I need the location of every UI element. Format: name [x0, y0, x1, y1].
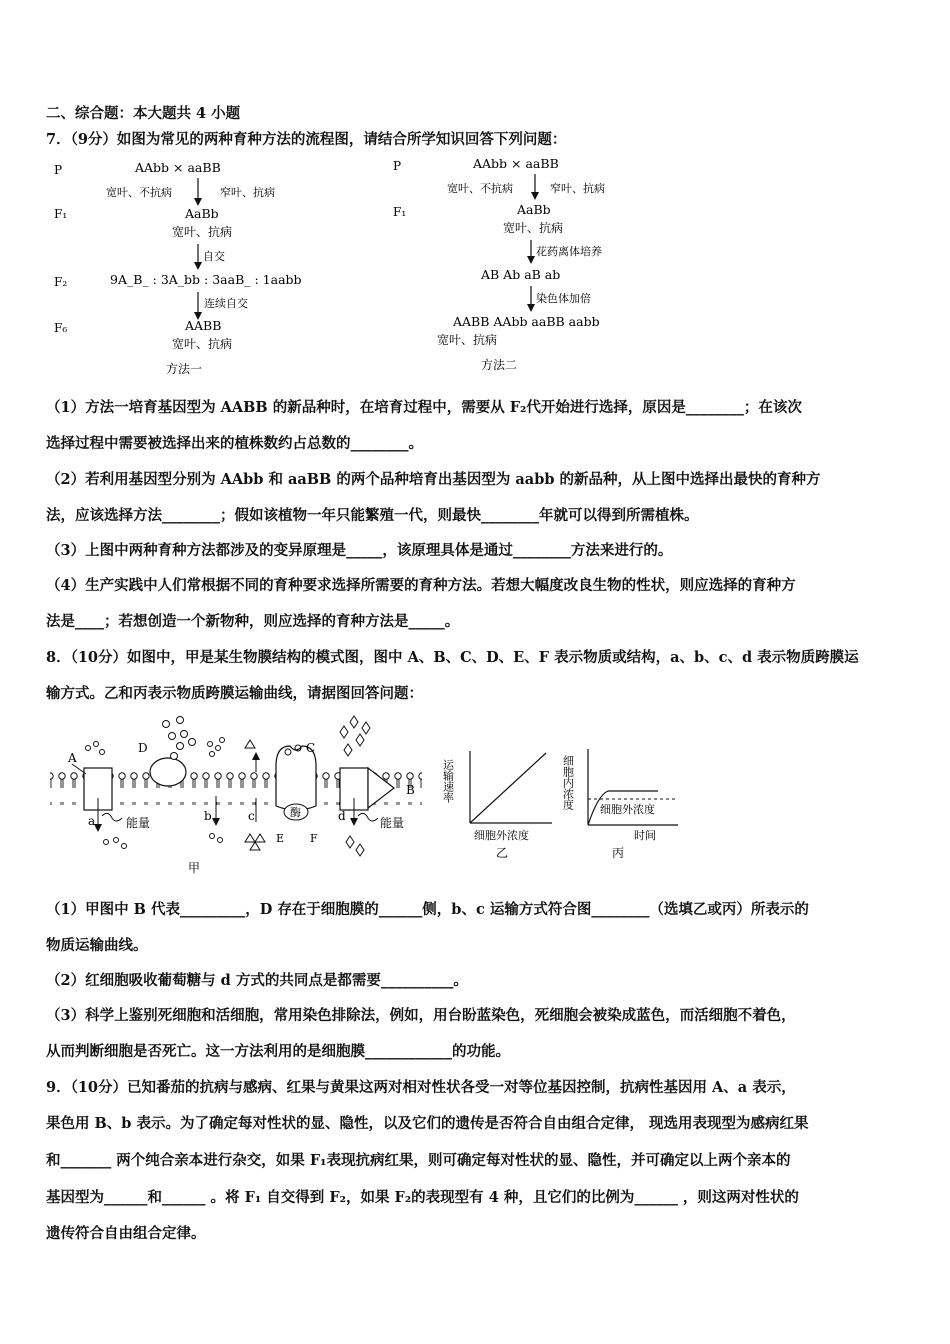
m1-f6-geno: AABB [185, 318, 222, 333]
m2-trait-left: 宽叶、不抗病 [447, 182, 513, 195]
energy-2: 能量 [380, 816, 405, 830]
graph-bing [561, 745, 686, 860]
label-C: C [306, 741, 316, 755]
q9-l4: 基因型为______和______ 。将 F₁ 自交得到 F₂，如果 F₂的表现型有 4 种，且它们的比例为______ ，则这两对性状的 [46, 1189, 799, 1206]
q9-l1: 9．（10分）已知番茄的抗病与感病、红果与黄果这两对相对性状各受一对等位基因控制，抗病性基因用 A、a 表示， [46, 1079, 796, 1096]
q8-stem-a: 8．（10分）如图中，甲是某生物膜结构的模式图，图中 A、B、C、D、E、F 表示物质或结构，a、b、c、d 表示物质跨膜运 [46, 649, 859, 666]
q8-s2: （2）红细胞吸收葡萄糖与 d 方式的共同点是都需要__________。 [46, 972, 468, 989]
m2-gametes: AB Ab aB ab [481, 267, 561, 282]
q9-l3: 和_______ 两个纯合亲本进行杂交，如果 F₁表现抗病红果，则可确定每对性状的显、隐性，并可确定以上两个亲本的 [46, 1152, 791, 1169]
label-b: b [204, 809, 212, 823]
yi-linear-curve [470, 753, 546, 823]
yi-xlabel: 细胞外浓度 [474, 829, 529, 842]
q8-s3b: 从而判断细胞是否死亡。这一方法利用的是细胞膜____________的功能。 [46, 1043, 510, 1060]
q9-l2: 果色用 B、b 表示。为了确定每对性状的显、隐性，以及它们的遗传是否符合自由组合定律， 现选用表现型为感病红果 [46, 1115, 809, 1132]
m1-parents: AAbb × aaBB [135, 160, 221, 175]
q7-s2b: 法，应该选择方法________；假如该植物一年只能繁殖一代，则最快________年就可以得到所需植株。 [46, 507, 699, 524]
m1-P: P [54, 163, 63, 177]
energy-1: 能量 [126, 816, 151, 830]
membrane-diagram-jia [44, 712, 434, 878]
label-c: c [248, 809, 255, 823]
m1-f6-trait: 宽叶、抗病 [172, 337, 233, 351]
q8-s1a: （1）甲图中 B 代表_________，D 存在于细胞膜的______侧，b、c 运输方式符合图________（选填乙或丙）所表示的 [46, 901, 809, 918]
m1-step1: 自交 [203, 250, 225, 263]
label-F: F [310, 832, 318, 845]
q7-s4a: （4）生产实践中人们常根据不同的育种要求选择所需要的育种方法。若想大幅度改良生物的性状，则应选择的育种方 [46, 577, 796, 594]
caption-bing: 丙 [612, 846, 625, 860]
bing-xlabel: 时间 [634, 829, 656, 842]
section-title: 二、综合题：本大题共 4 小题 [46, 105, 241, 122]
m1-F2: F₂ [54, 275, 68, 289]
protein-C [276, 746, 316, 810]
q8-s3a: （3）科学上鉴别死细胞和活细胞，常用染色排除法，例如，用台盼蓝染色，死细胞会被染成蓝色，而活细胞不着色， [46, 1007, 796, 1024]
m2-parents: AAbb × aaBB [473, 156, 559, 171]
label-enzyme: 酶 [290, 806, 301, 819]
m1-F1: F₁ [54, 207, 68, 221]
q7-s3: （3）上图中两种育种方法都涉及的变异原理是_____，该原理具体是通过________方法来进行的。 [46, 542, 673, 559]
caption-jia: 甲 [188, 861, 201, 875]
label-a: a [88, 814, 96, 828]
glycoprotein-D [150, 758, 186, 786]
m1-f1-geno: AaBb [185, 206, 219, 221]
m2-plants: AABB AAbb aaBB aabb [453, 314, 600, 329]
q9-l5: 遗传符合自由组合定律。 [46, 1225, 206, 1242]
q7-s1b: 选择过程中需要被选择出来的植株数约占总数的________。 [46, 435, 423, 452]
m2-trait-right: 窄叶、抗病 [550, 182, 605, 195]
m1-F6: F₆ [54, 321, 68, 335]
m2-f1-geno: AaBb [517, 202, 551, 217]
m2-F1: F₁ [393, 205, 407, 219]
m1-step2: 连续自交 [204, 297, 248, 310]
yi-ylabel: 运输速率 [441, 759, 455, 803]
q7-s4b: 法是____；若想创造一个新物种，则应选择的育种方法是_____。 [46, 613, 460, 630]
label-d: d [338, 809, 346, 823]
m2-result-trait: 宽叶、抗病 [437, 333, 498, 347]
bing-ylabel: 细胞内浓度 [561, 755, 575, 810]
m2-step2: 染色体加倍 [536, 292, 591, 305]
label-D: D [138, 741, 148, 755]
m1-f2-ratio: 9A_B_ : 3A_bb : 3aaB_ : 1aabb [110, 272, 302, 287]
bing-line-label: 细胞外浓度 [600, 803, 655, 816]
graph-yi [440, 745, 560, 860]
m1-trait-right: 窄叶、抗病 [220, 186, 275, 199]
m1-caption: 方法一 [166, 362, 203, 376]
m1-trait-left: 宽叶、不抗病 [106, 186, 172, 199]
caption-yi: 乙 [496, 846, 509, 860]
label-B: B [406, 783, 415, 797]
m2-step1: 花药离体培养 [536, 245, 602, 258]
label-E: E [276, 832, 285, 845]
m2-f1-trait: 宽叶、抗病 [503, 221, 564, 235]
label-A: A [68, 751, 77, 765]
q8-s1b: 物质运输曲线。 [46, 937, 148, 954]
q7-s1a: （1）方法一培育基因型为 AABB 的新品种时，在培育过程中，需要从 F₂代开始进行选择，原因是________；在该次 [46, 399, 802, 416]
method1-diagram [40, 152, 370, 384]
q8-stem-b: 输方式。乙和丙表示物质跨膜运输曲线，请据图回答问题： [46, 685, 423, 702]
m2-caption: 方法二 [481, 358, 518, 372]
q7-stem: 7．（9分）如图为常见的两种育种方法的流程图，请结合所学知识回答下列问题： [46, 131, 567, 148]
m2-P: P [393, 159, 402, 173]
q7-s2a: （2）若利用基因型分别为 AAbb 和 aaBB 的两个品种培育出基因型为 aabb 的新品种，从上图中选择出最快的育种方 [46, 471, 821, 488]
method2-diagram [385, 152, 665, 384]
m1-f1-trait: 宽叶、抗病 [172, 225, 233, 239]
